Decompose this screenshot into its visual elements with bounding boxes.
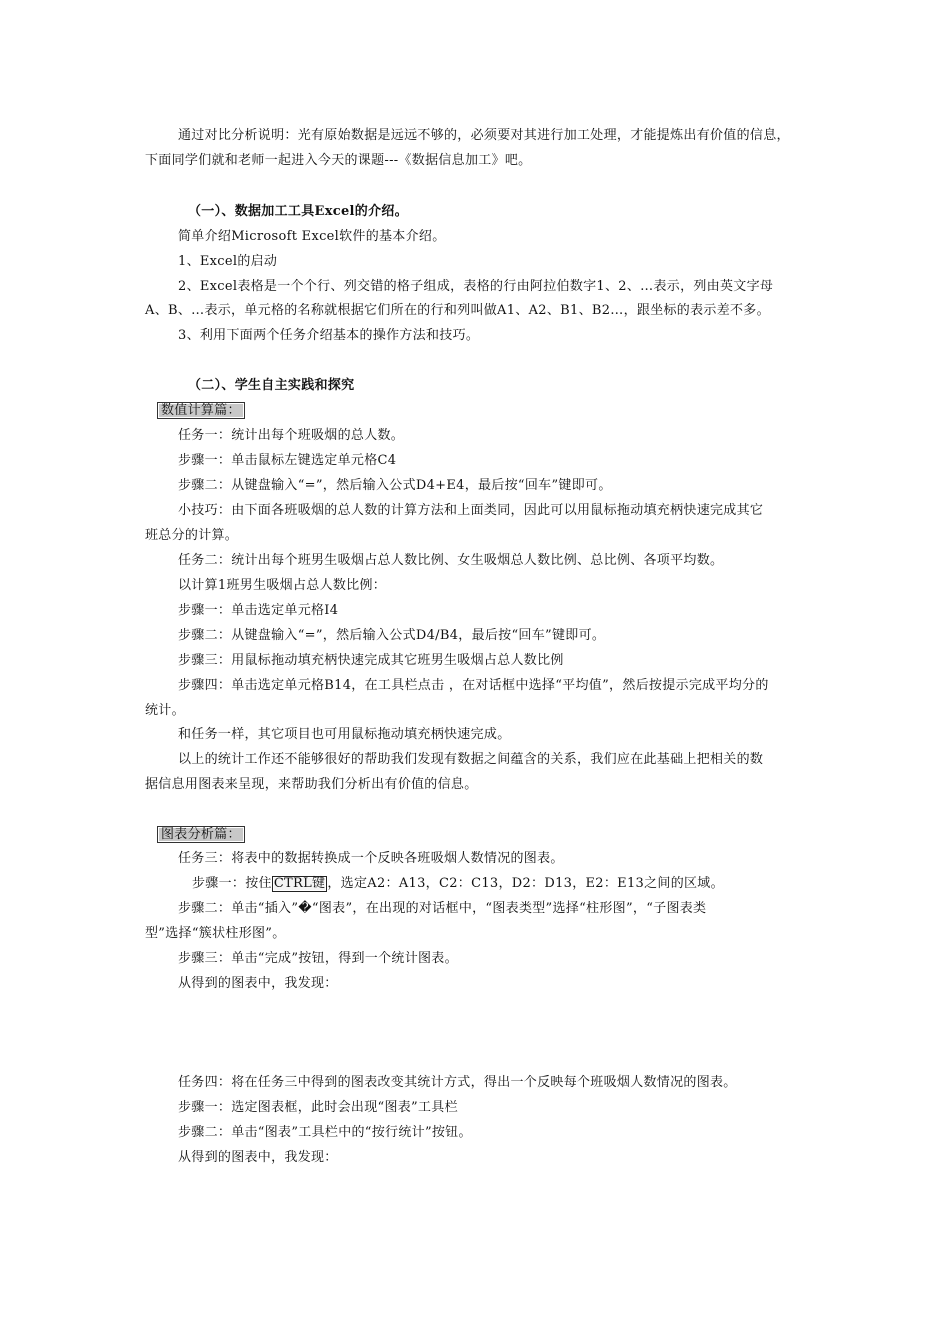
excel-intro: 简单介绍Microsoft Excel软件的基本介绍。 [178,229,446,244]
tip-line-2: 班总分的计算。 [145,528,239,543]
task-3-step-1 [192,876,810,892]
chart-section-label: 图表分析篇： [157,826,245,843]
task-1-step-2: 步骤二：从键盘输入“=”，然后输入公式D4+E4，最后按“回车”键即可。 [178,478,612,493]
task-2: 任务二：统计出每个班男生吸烟占总人数比例、女生吸烟总人数比例、总比例、各项平均数。 [178,553,724,568]
excel-launch: 1、Excel的启动 [178,254,278,269]
calc-label-row [157,402,822,419]
task-3-step-3: 步骤三：单击“完成”按钮，得到一个统计图表。 [178,951,458,966]
task-2-example: 以计算1班男生吸烟占总人数比例： [178,578,387,593]
task-3-step-2-line-2: 型”选择“簇状柱形图”。 [145,926,286,941]
chart-label-row [157,826,822,843]
tip-line-1: 小技巧：由下面各班吸烟的总人数的计算方法和上面类同，因此可以用鼠标拖动填充柄快速完成其它 [178,503,764,518]
task-1-step-1: 步骤一：单击鼠标左键选定单元格C4 [178,453,397,468]
task-3-step-1-prefix: 步骤一：按住 [192,876,272,891]
finding-1: 从得到的图表中，我发现： [178,976,338,991]
task-4-step-2: 步骤二：单击“图表”工具栏中的“按行统计”按钮。 [178,1125,472,1140]
task-2-step-4-line-1: 步骤四：单击选定单元格B14，在工具栏点击 ，在对话框中选择“平均值”，然后按提示完成平均分的 [178,678,769,693]
task-3-step-1-suffix: ，选定A2：A13，C2：C13，D2：D13，E2：E13之间的区域。 [327,876,724,891]
task-3-step-2-line-1: 步骤二：单击“插入”�“图表”，在出现的对话框中，“图表类型”选择“柱形图”，“子图表类 [178,901,707,916]
task-2-step-3: 步骤三：用鼠标拖动填充柄快速完成其它班男生吸烟占总人数比例 [178,653,564,668]
intro-line-2: 下面同学们就和老师一起进入今天的课题---《数据信息加工》吧。 [145,153,532,168]
task-4: 任务四：将在任务三中得到的图表改变其统计方式，得出一个反映每个班吸烟人数情况的图表。 [178,1075,737,1090]
task-2-step-4-line-2: 统计。 [145,703,185,718]
task-1: 任务一：统计出每个班吸烟的总人数。 [178,428,405,443]
excel-tasks: 3、利用下面两个任务介绍基本的操作方法和技巧。 [178,328,480,343]
task-2-step-1: 步骤一：单击选定单元格I4 [178,603,339,618]
excel-grid-line-2: A、B、…表示，单元格的名称就根据它们所在的行和列叫做A1、A2、B1、B2…，跟坐标的表示差不多。 [145,303,770,318]
finding-2: 从得到的图表中，我发现： [178,1150,338,1165]
summary-line-1: 以上的统计工作还不能够很好的帮助我们发现有数据之间蕴含的关系，我们应在此基础上把相关的数 [178,752,764,767]
ctrl-key-box: CTRL键 [273,876,326,891]
calc-section-label: 数值计算篇： [157,402,245,419]
summary-line-2: 据信息用图表来呈现，来帮助我们分析出有价值的信息。 [145,777,478,792]
intro-line-1: 通过对比分析说明：光有原始数据是远远不够的，必须要对其进行加工处理，才能提炼出有价值的信息， [178,128,790,143]
same-method-note: 和任务一样，其它项目也可用鼠标拖动填充柄快速完成。 [178,727,511,742]
task-4-step-1: 步骤一：选定图表框，此时会出现“图表”工具栏 [178,1100,458,1115]
section-2-heading: （二）、学生自主实践和探究 [188,378,355,393]
excel-grid-line-1: 2、Excel表格是一个个行、列交错的格子组成，表格的行由阿拉伯数字1、2、…表示，列由英文字母 [178,279,774,294]
task-2-step-2: 步骤二：从键盘输入“=”，然后输入公式D4/B4，最后按“回车”键即可。 [178,628,606,643]
task-3: 任务三：将表中的数据转换成一个反映各班吸烟人数情况的图表。 [178,851,564,866]
section-1-heading: （一）、数据加工工具Excel的介绍。 [188,204,408,219]
